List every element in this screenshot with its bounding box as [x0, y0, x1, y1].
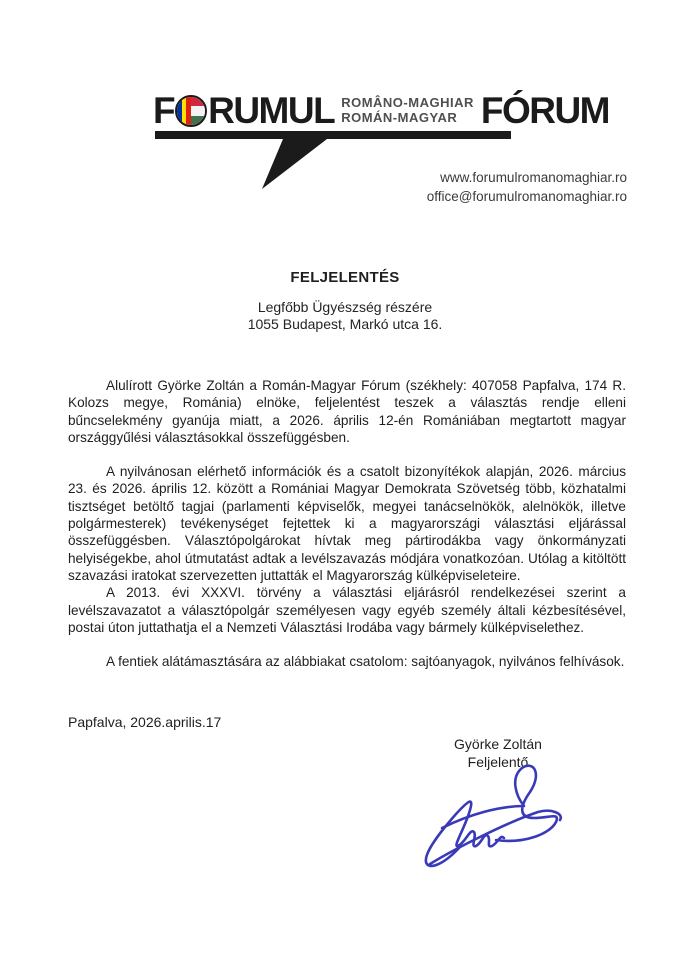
romanian-flag-half	[177, 97, 191, 125]
brand-rest: RUMUL	[208, 90, 335, 131]
body-paragraph: A nyilvánosan elérhető információk és a csatolt bizonyítékok alapján, 2026. március 23. és 2026. április 12. között a Romániai Magyar Demokrata Szövetség több, közhatalmi tisztséget betöltő tagjai (parlamenti képviselők, megyei tanácselnökök, alelnökök, illetve polgármesterek) tevékenységet fejtettek ki a magyarországi választási eljárással összefüggésben. Választópolgárokat hívtak meg pártirodákba vagy önkormányzati helyiségekbe, ahol útmutatást adtak a levélszavazás módjára vonatkozóan. Utólag a kitöltött szavazási iratokat szervezetten juttatták el Magyarország külképviseleteire.	[68, 464, 626, 583]
body-paragraph: A fentiek alátámasztására az alábbiakat csatolom: sajtóanyagok, nyilvános felhívások.	[106, 654, 625, 670]
brand-prefix: F	[153, 90, 175, 131]
brand-text-forumul	[153, 92, 334, 130]
recipient-block	[0, 299, 690, 333]
recipient-name: Legfőbb Ügyészség részére	[257, 299, 433, 315]
brand-subtitle-line2: ROMÁN-MAGYAR	[341, 110, 458, 125]
contact-block	[427, 168, 627, 206]
signatory-role: Feljelentő	[467, 753, 529, 770]
body-paragraph: Alulírott Györke Zoltán a Román-Magyar Fórum (székhely: 407058 Papfalva, 174 R. Kolozs megye, Románia) elnöke, feljelentést teszek a választás rendje elleni bűncselekmény gyanúja miatt, a 2026. április 12-én Romániában megtartott magyar országgyűlési választásokkal összefüggésben.	[68, 378, 626, 445]
brand-text-forum: FÓRUM	[480, 90, 610, 131]
letter-body	[68, 377, 626, 670]
brand-subtitle-line1: ROMÂNO-MAGHIAR	[341, 95, 474, 110]
org-logo	[153, 92, 609, 130]
brand-subtitle	[341, 95, 474, 125]
handwritten-signature-icon	[412, 753, 577, 871]
recipient-address: 1055 Budapest, Markó utca 16.	[247, 316, 443, 332]
body-paragraph: A 2013. évi XXXVI. törvény a választási eljárásról rendelkezései szerint a levélszavazatot a választópolgár személyesen vagy egyéb személy általi kézbesítésével, postai úton juttathatja el a Nemzeti Választási Irodába vagy bármely külképviselethez.	[68, 585, 626, 635]
hungarian-flag-half	[191, 97, 205, 125]
signatory-name: Györke Zoltán	[454, 736, 542, 752]
document-title: FELJELENTÉS	[290, 269, 400, 286]
contact-website: www.forumulromanomaghiar.ro	[440, 170, 627, 185]
contact-email: office@forumulromanomaghiar.ro	[426, 189, 627, 204]
flags-globe-icon	[175, 95, 207, 127]
date-place-line: Papfalva, 2026.aprilis.17	[68, 714, 222, 730]
